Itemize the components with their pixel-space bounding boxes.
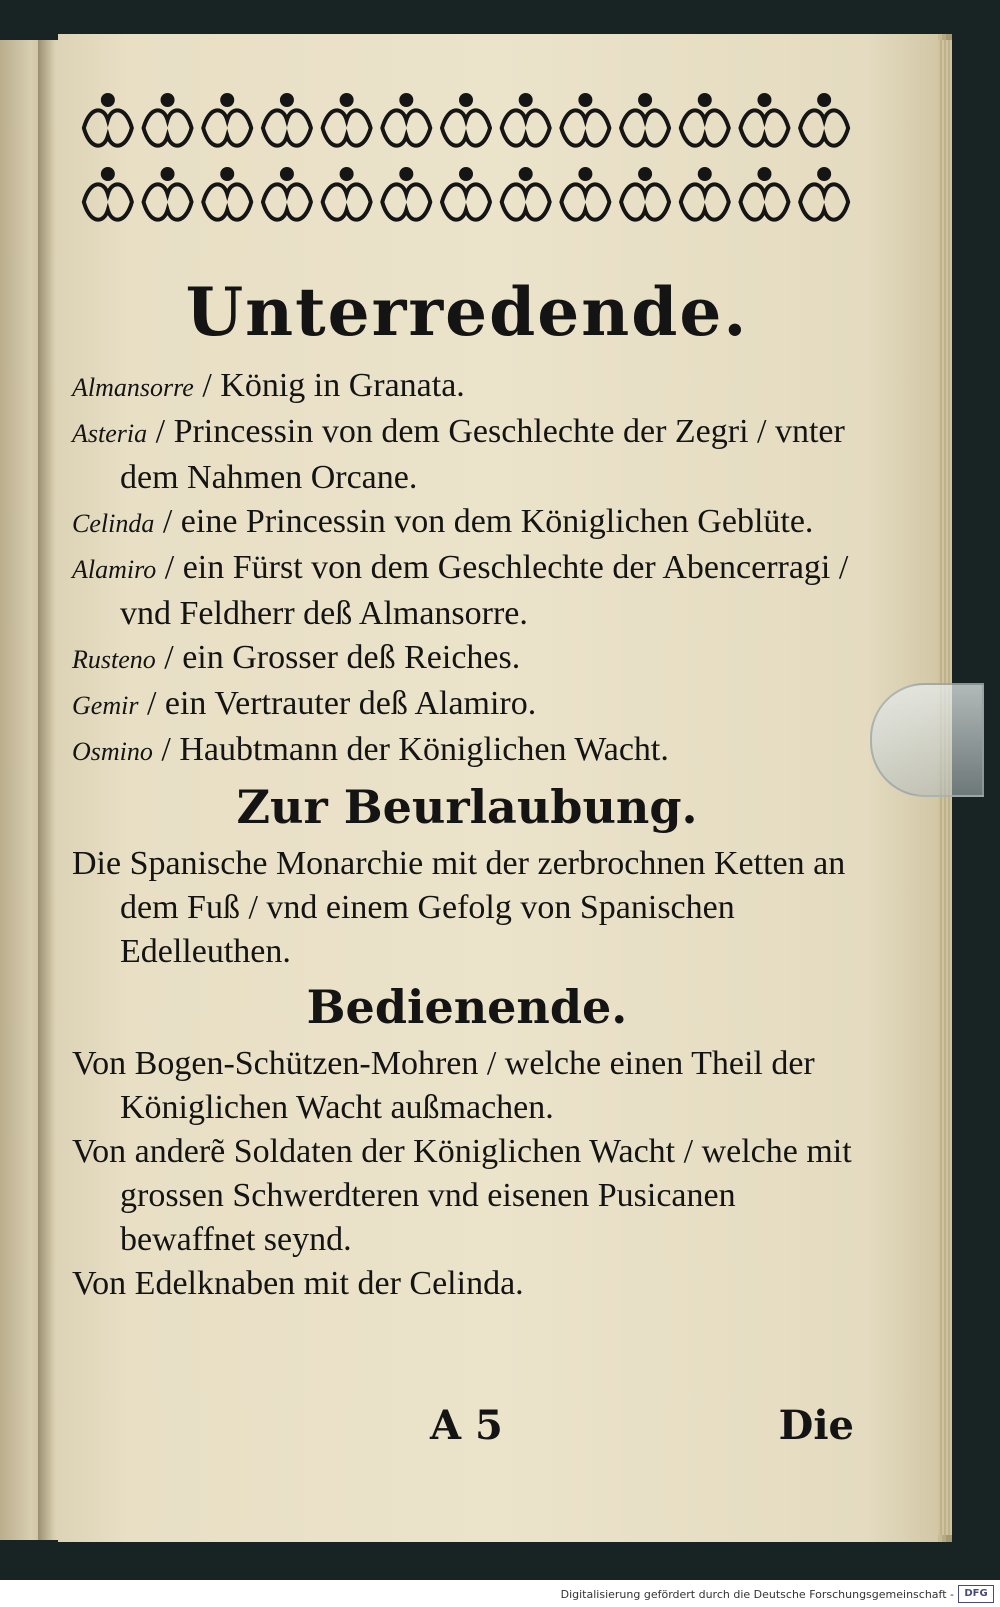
page-footer: [72, 1402, 862, 1462]
ornament-motif: [621, 184, 669, 219]
dfg-logo: DFG: [958, 1585, 994, 1603]
ornament-dot: [282, 95, 292, 105]
ornament-motif: [263, 184, 311, 219]
ornament-dot: [700, 169, 710, 179]
character-entry: Celinda / eine Princessin von dem Königlichen Geblüte.: [72, 503, 814, 540]
ornament-dot: [521, 95, 531, 105]
ornament-motif: [84, 184, 132, 219]
ornament-dot: [342, 95, 352, 105]
ornament-motif: [144, 110, 192, 145]
character-entry: Alamiro / ein Fürst von dem Geschlechte der Abencerragi / vnd Feldherr deß Almansorre.: [72, 549, 849, 632]
ornament-dot: [580, 95, 590, 105]
beurlaubung-text: Die Spanische Monarchie mit der zerbrochnen Ketten an dem Fuß / vnd einem Gefolg von Spanischen Edelleuthen.: [72, 845, 846, 970]
ornament-motif: [740, 110, 788, 145]
ornament-dot: [103, 169, 113, 179]
bedienende-item: Von anderẽ Soldaten der Königlichen Wacht / welche mit grossen Schwerdteren vnd eisenen Pusicanen bewaffnet seynd.: [72, 1133, 852, 1258]
ornament-motif: [442, 184, 490, 219]
ornament-motif: [561, 110, 609, 145]
ornament-dot: [461, 95, 471, 105]
ornament-motif: [323, 184, 371, 219]
ornament-motif: [263, 110, 311, 145]
character-entry: Rusteno / ein Grosser deß Reiches.: [72, 639, 521, 676]
ornament-dot: [700, 95, 710, 105]
section-heading-bedienende: Bedienende.: [306, 980, 628, 1034]
ornament-motif: [382, 110, 430, 145]
page-content: [72, 270, 862, 1306]
ornament-motif: [203, 184, 251, 219]
ornament-motif: [502, 110, 550, 145]
ornament-motif: [681, 110, 729, 145]
character-entry: Osmino / Haubtmann der Königlichen Wacht.: [72, 731, 669, 768]
ornament-dot: [759, 169, 769, 179]
ornament-dot: [342, 169, 352, 179]
ornament-dot: [521, 169, 531, 179]
ornament-dot: [819, 95, 829, 105]
character-entry: Gemir / ein Vertrauter deß Alamiro.: [72, 685, 537, 722]
ornament-dot: [640, 95, 650, 105]
ornament-motif: [84, 110, 132, 145]
ornament-dot: [401, 95, 411, 105]
ornament-dot: [759, 95, 769, 105]
bedienende-item: Von Edelknaben mit der Celinda.: [72, 1265, 524, 1302]
page-clip: [870, 683, 984, 797]
ornament-dot: [640, 169, 650, 179]
ornament-dot: [819, 169, 829, 179]
ornament-motif: [502, 184, 550, 219]
ornament-dot: [163, 169, 173, 179]
ornament-dot: [401, 169, 411, 179]
character-entry: Almansorre / König in Granata.: [72, 367, 465, 404]
ornament-dot: [103, 95, 113, 105]
ornament-motif: [203, 110, 251, 145]
ornament-motif: [323, 110, 371, 145]
ornament-dot: [163, 95, 173, 105]
ornament-dot: [222, 95, 232, 105]
catchword: Die: [778, 1402, 854, 1449]
ornament-motif: [800, 110, 848, 145]
ornament-motif: [740, 184, 788, 219]
ornament-dot: [461, 169, 471, 179]
ornament-motif: [144, 184, 192, 219]
book-gutter: [38, 40, 60, 1540]
signature-mark: A 5: [430, 1402, 503, 1449]
page-title: Unterredende.: [185, 273, 749, 351]
ornament-dot: [282, 169, 292, 179]
ornament-motif: [442, 110, 490, 145]
bedienende-item: Von Bogen-Schützen-Mohren / welche einen Theil der Königlichen Wacht außmachen.: [72, 1045, 815, 1126]
ornament-border: [78, 92, 854, 238]
ornament-motif: [561, 184, 609, 219]
section-heading-beurlaubung: Zur Beurlaubung.: [236, 780, 698, 834]
ornament-motif: [681, 184, 729, 219]
ornament-dot: [222, 169, 232, 179]
ornament-motif: [800, 184, 848, 219]
ornament-motif: [621, 110, 669, 145]
character-entry: Asteria / Princessin von dem Geschlechte der Zegri / vnter dem Nahmen Orcane.: [72, 413, 845, 496]
ornament-motif: [382, 184, 430, 219]
ornament-dot: [580, 169, 590, 179]
credit-text: Digitalisierung gefördert durch die Deutsche Forschungsgemeinschaft -: [560, 1588, 954, 1601]
credit-bar: [0, 1580, 1000, 1607]
